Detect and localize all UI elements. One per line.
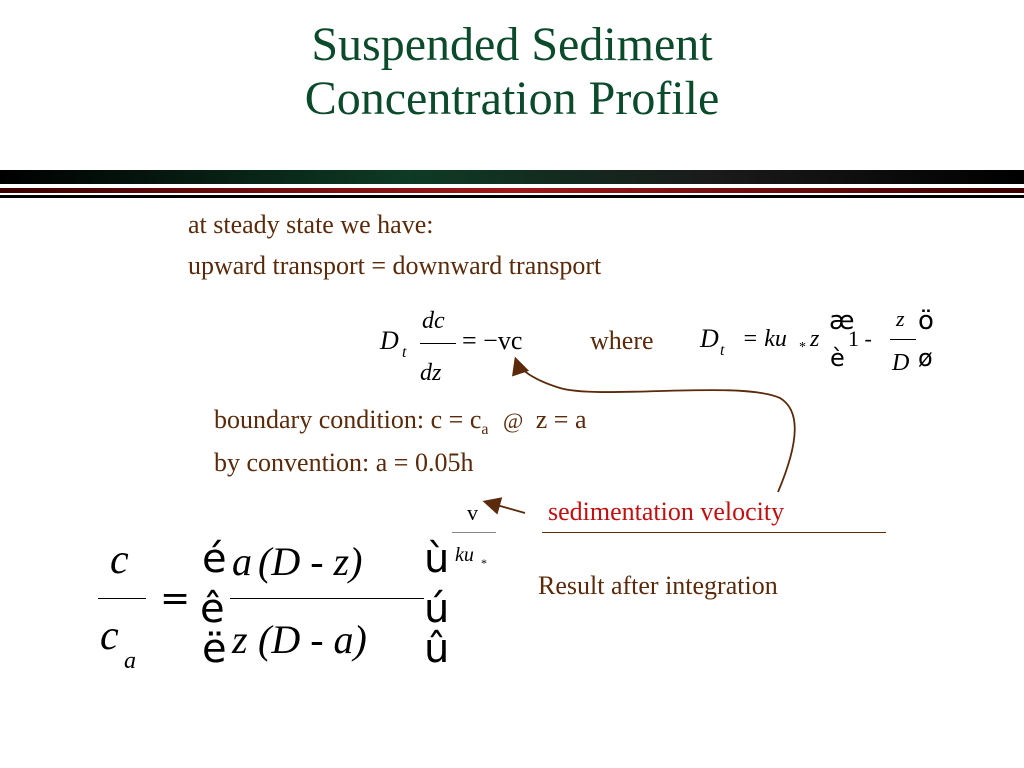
eq2-D: D [700,324,719,353]
result-equals: = [160,578,191,619]
convention-text: by convention: a = 0.05h [214,448,474,477]
sedimentation-velocity-label: sedimentation velocity [548,497,785,526]
eq2-ku: = ku [742,326,787,352]
exponent-star: * [481,556,487,570]
at-symbol: @ [503,408,524,433]
eq1-rhs: = −vc [462,326,523,355]
exponent-numerator: v [467,500,478,525]
eq2-star: * [799,340,806,355]
where-text: where [590,326,654,355]
eq2-z: z [810,326,820,352]
arrow-to-exponent-v [486,502,525,513]
eq2-t-subscript: t [720,342,725,359]
eq1-numerator: dc [422,308,445,334]
result-label: Result after integration [538,571,778,600]
result-bracket-top-right: ù [424,536,450,582]
result-lhs-numerator: c [110,537,129,583]
steady-state-text: at steady state we have: [188,210,434,239]
title-line-1: Suspended Sediment [311,18,713,71]
eq1-D: D [380,326,399,355]
eq1-denominator: dz [420,360,442,386]
result-lhs-denominator: c [100,613,119,659]
result-denominator-z: z [232,617,248,662]
eq2-frac-denominator: D [892,350,910,376]
eq1-t-subscript: t [402,344,407,361]
result-bracket-top-left: é [202,536,227,582]
eq2-bracket-top-right: ö [918,306,934,336]
boundary-subscript: a [481,421,489,438]
boundary-prefix: boundary condition: c = c [214,405,482,434]
eq2-one-minus: 1 - [848,326,872,351]
eq2-frac-numerator: z [896,306,905,331]
title-line-2: Concentration Profile [304,72,720,125]
result-bracket-bottom-right: û [424,626,450,672]
result-numerator-a: a [232,539,252,584]
result-denominator-expression: (D - a) [258,617,367,662]
eq2-bracket-bottom-left: è [830,344,845,372]
result-bracket-mid-left: ê [200,586,225,632]
result-bracket-bottom-left: ë [202,626,227,672]
exponent-denominator: ku [455,544,474,566]
curved-arrow-to-v [516,360,795,492]
eq2-bracket-bottom-right: ø [918,344,933,372]
transport-balance-text: upward transport = downward transport [188,251,602,280]
result-numerator-expression: (D - z) [258,539,363,584]
result-bracket-mid-right: ú [424,586,450,632]
boundary-suffix: z = a [535,405,587,434]
result-lhs-subscript: a [124,648,136,674]
eq2-bracket-top-left: æ [829,306,855,336]
